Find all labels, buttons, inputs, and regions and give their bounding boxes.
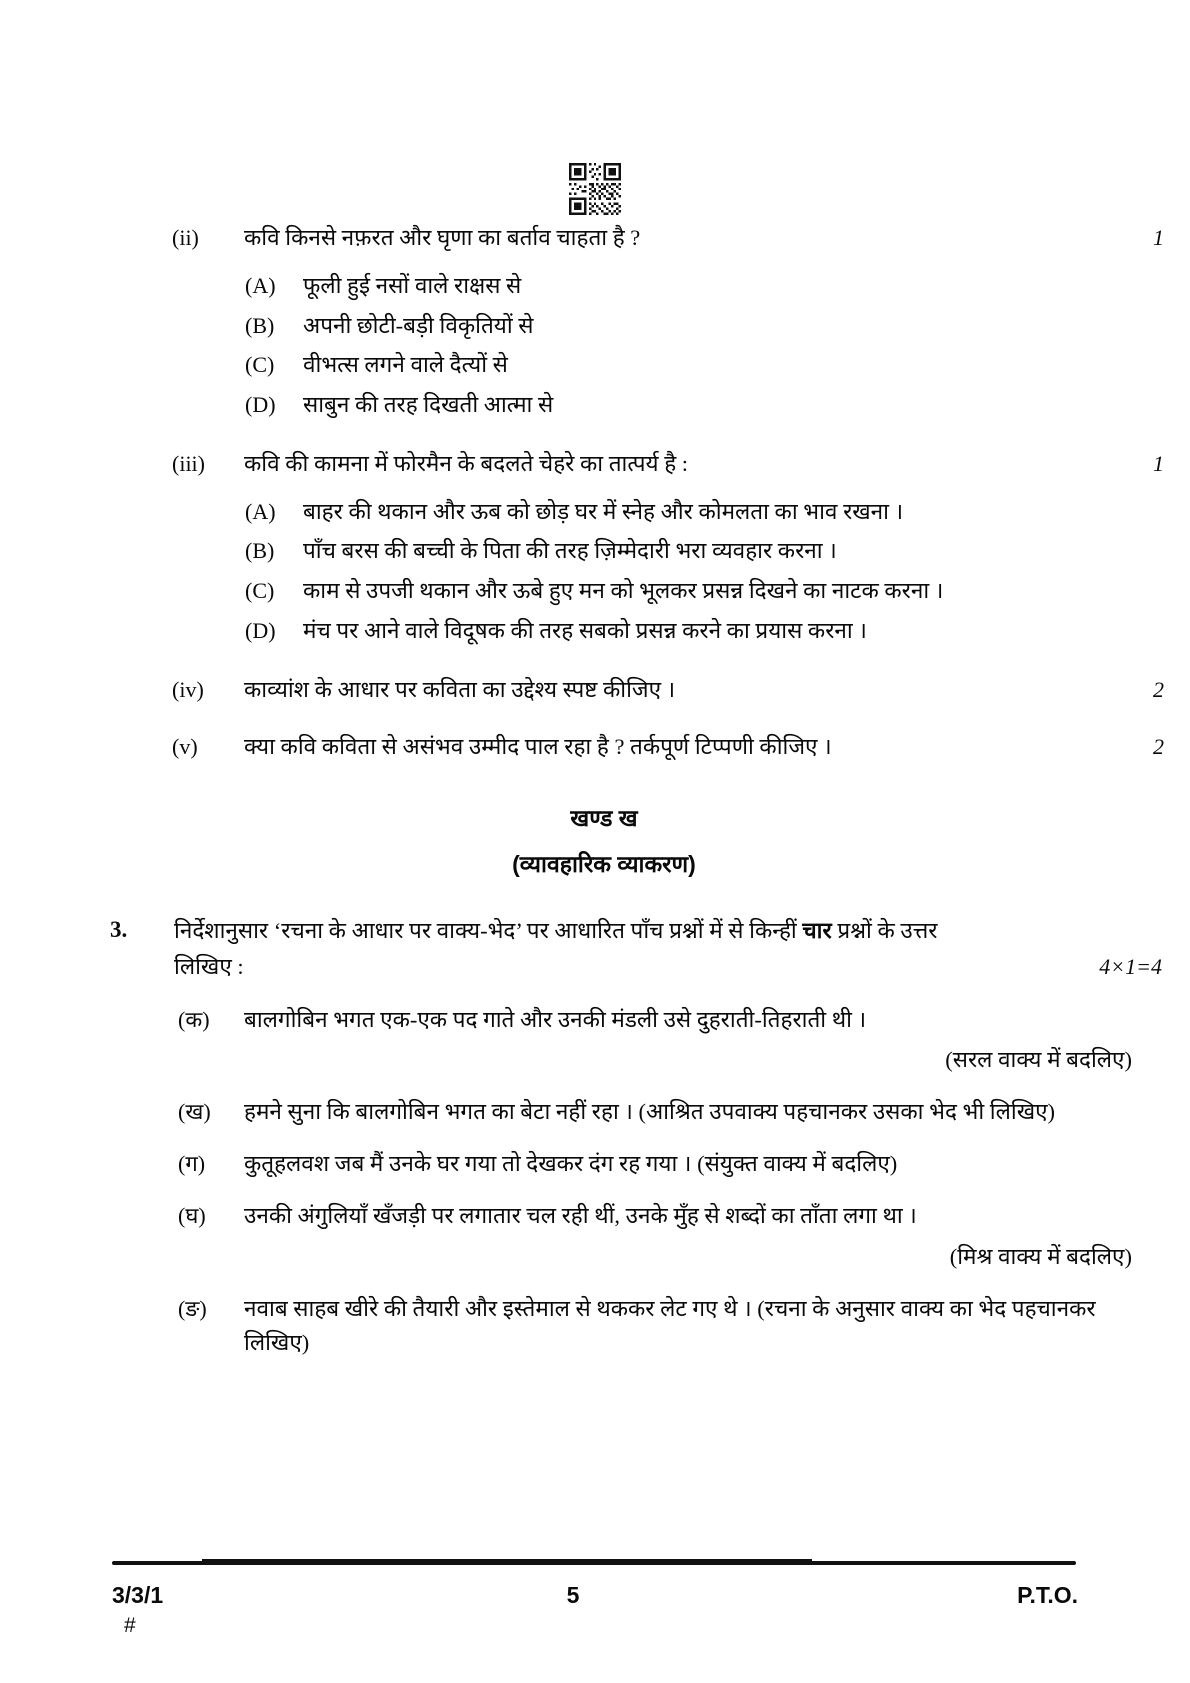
sub-question-text: उनकी अंगुलियाँ खँजड़ी पर लगातार चल रही थीं, उनके मुँह से शब्दों का ताँता लगा था । [244,1203,917,1229]
sub-question-label: (ग) [178,1151,206,1177]
pto-label: P.T.O. [1017,1582,1078,1608]
option-text: साबुन की तरह दिखती आत्मा से [303,392,554,418]
option-text: फूली हुई नसों वाले राक्षस से [303,272,522,298]
option-row[interactable] [0,614,1190,648]
option-label: (D) [245,617,276,643]
option-row[interactable] [0,309,1190,343]
option-text: वीभत्स लगने वाले दैत्यों से [303,352,508,378]
option-row[interactable] [0,574,1190,608]
option-text: अपनी छोटी-बड़ी विकृतियों से [303,312,534,338]
sub-question-text: नवाब साहब खीरे की तैयारी और इस्तेमाल से थककर लेट गए थे । (रचना के अनुसार वाक्य का भेद पहचानकर लिखिए) [244,1295,1096,1355]
question-marks: 2 [1153,733,1164,759]
sub-question-label: (घ) [178,1203,206,1229]
option-text: पाँच बरस की बच्ची के पिता की तरह ज़िम्मेदारी भरा व्यवहार करना । [303,538,837,564]
question-label: (iii) [172,450,205,476]
main-question-line1-tail: प्रश्नों के उत्तर [831,918,938,944]
sub-question-label: (ख) [178,1099,211,1125]
paper-code: 3/3/1 [112,1582,164,1608]
option-text: काम से उपजी थकान और ऊबे हुए मन को भूलकर प्रसन्न दिखने का नाटक करना । [303,578,944,604]
page-footer [0,1582,1190,1609]
question-text: काव्यांश के आधार पर कविता का उद्देश्य स्पष्ट कीजिए । [244,676,676,702]
sub-question-row [0,1292,1190,1360]
sub-question-text-wrap [244,1199,1190,1273]
footer-hash-mark: # [124,1614,136,1637]
option-label: (D) [245,392,276,418]
question-label: (ii) [172,225,199,250]
section-subheading: (व्यावहारिक व्याकरण) [512,851,696,878]
option-label: (B) [245,312,275,338]
option-label: (B) [245,538,275,564]
option-text: मंच पर आने वाले विदूषक की तरह सबको प्रसन्न करने का प्रयास करना । [303,617,867,643]
sub-question-label: (ङ) [178,1295,207,1321]
main-question-body [174,913,1190,984]
option-text: बाहर की थकान और ऊब को छोड़ घर में स्नेह और कोमलता का भाव रखना । [303,498,904,524]
option-label: (C) [245,352,275,378]
sub-question-label: (क) [178,1006,210,1032]
question-marks: 2 [1153,676,1164,702]
question-label: (iv) [172,676,204,702]
main-question-line2: लिखिए : [174,953,244,979]
main-question-line1-head: निर्देशानुसार ‘रचना के आधार पर वाक्य-भेद’ पर आधारित पाँच प्रश्नों में से किन्हीं [174,918,803,944]
qr-code-icon [569,163,621,215]
option-label: (A) [245,498,276,524]
main-question-3 [0,913,1190,984]
sub-question-row [0,1003,1190,1077]
sub-question-row [0,1199,1190,1273]
sub-question-row [0,1095,1190,1129]
option-row[interactable] [0,348,1190,382]
question-body [0,222,1190,1360]
sub-question-text-wrap [244,1003,1190,1077]
question-text: कवि किनसे नफ़रत और घृणा का बर्ताव चाहता है ? [244,225,641,250]
question-marks: 1 [1153,225,1164,250]
question-text: कवि की कामना में फोरमैन के बदलते चेहरे का तात्पर्य है : [244,450,689,476]
option-row[interactable] [0,269,1190,303]
option-label: (A) [245,272,276,298]
sub-question-text: हमने सुना कि बालगोबिन भगत का बेटा नहीं रहा । (आश्रित उपवाक्य पहचानकर उसका भेद भी लिखिए) [244,1099,1056,1125]
question-row [0,674,1190,707]
question-label: (v) [172,733,198,759]
option-row[interactable] [0,534,1190,568]
question-text: क्या कवि कविता से असंभव उम्मीद पाल रहा है ? तर्कपूर्ण टिप्पणी कीजिए । [244,733,832,759]
question-marks: 1 [1153,450,1164,476]
section-heading: खण्ड ख [570,805,638,832]
sub-question-hint: (सरल वाक्य में बदलिए) [945,1046,1132,1072]
main-question-marks: 4×1=4 [1099,953,1162,979]
qr-code-container [0,163,1190,220]
main-question-bold-word: चार [802,918,832,944]
sub-question-text: कुतूहलवश जब मैं उनके घर गया तो देखकर दंग रह गया । (संयुक्त वाक्य में बदलिए) [244,1151,898,1177]
main-question-number: 3. [110,917,128,943]
option-row[interactable] [0,388,1190,422]
question-row [0,448,1190,481]
sub-question-text: बालगोबिन भगत एक-एक पद गाते और उनकी मंडली उसे दुहराती-तिहराती थी । [244,1006,867,1032]
option-label: (C) [245,578,275,604]
question-row [0,222,1190,255]
page-number: 5 [566,1582,580,1608]
question-row [0,731,1190,764]
sub-question-row [0,1147,1190,1181]
option-row[interactable] [0,495,1190,529]
footer-divider [112,1561,1076,1565]
sub-question-hint: (मिश्र वाक्य में बदलिए) [949,1243,1132,1269]
